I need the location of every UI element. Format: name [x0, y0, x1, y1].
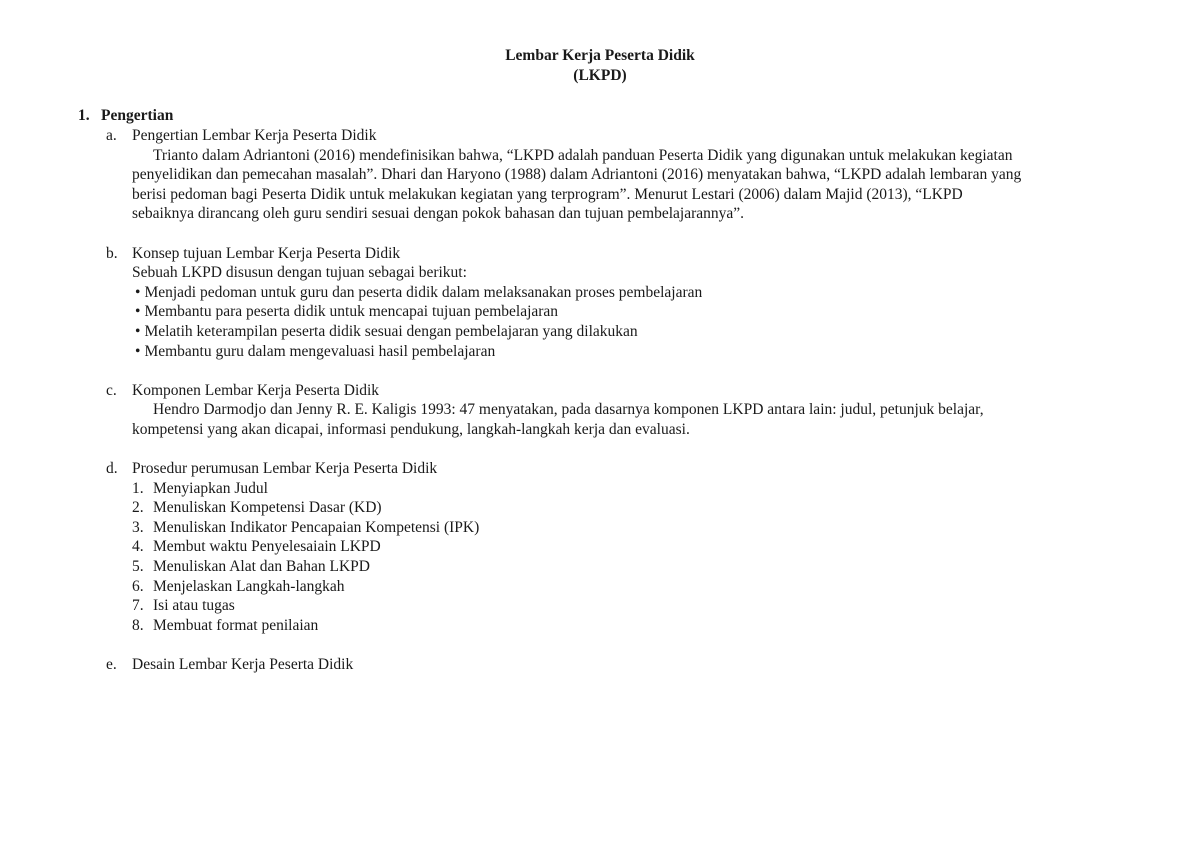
item-letter: a. [106, 127, 117, 144]
section-number: 1. [78, 107, 90, 124]
list-item [132, 596, 1122, 616]
step-number: 1. [132, 479, 144, 497]
item-title: Komponen Lembar Kerja Peserta Didik [132, 381, 380, 399]
list-item [132, 498, 1122, 518]
step-number: 3. [132, 518, 144, 536]
paragraph-line: Hendro Darmodjo dan Jenny R. E. Kaligis 1993: 47 menyatakan, pada dasarnya komponen LKPD antara lain: judul, petunjuk belajar, [153, 401, 984, 419]
paragraph-line: Trianto dalam Adriantoni (2016) mendefinisikan bahwa, “LKPD adalah panduan Peserta Didik yang digunakan untuk melakukan kegiatan [153, 146, 1013, 164]
item-title: Konsep tujuan Lembar Kerja Peserta Didik [132, 244, 401, 262]
step-number: 8. [132, 616, 144, 634]
item-paragraph [132, 146, 1122, 224]
step-text: Membut waktu Penyelesaiain LKPD [153, 538, 381, 556]
item-letter: b. [106, 244, 118, 262]
step-text: Menyiapkan Judul [153, 479, 268, 497]
step-text: Menuliskan Indikator Pencapaian Kompetensi (IPK) [153, 518, 480, 536]
title-line-2: (LKPD) [573, 67, 627, 84]
paragraph-line: sebaiknya dirancang oleh guru sendiri sesuai dengan pokok bahasan dan tujuan pembelajarannya”. [132, 205, 745, 223]
numbered-list [132, 479, 1122, 636]
item-title: Pengertian Lembar Kerja Peserta Didik [132, 127, 377, 144]
item-paragraph [132, 400, 1122, 439]
step-number: 4. [132, 538, 144, 556]
list-item [132, 557, 1122, 577]
item-title: Prosedur perumusan Lembar Kerja Peserta Didik [132, 460, 438, 478]
bullet-text: Melatih keterampilan peserta didik sesuai dengan pembelajaran yang dilakukan [144, 322, 638, 340]
document-body [0, 106, 1200, 675]
list-item [132, 537, 1122, 557]
list-item [132, 342, 1122, 362]
bullet-icon: • [135, 303, 141, 321]
item-a [0, 126, 1122, 224]
item-letter: d. [106, 460, 118, 478]
list-item [132, 283, 1122, 303]
bullet-list [132, 283, 1122, 361]
paragraph-line: berisi pedoman bagi Peserta Didik untuk melakukan kegiatan yang terprogram”. Menurut Lestari (2006) dalam Majid (2013), “LKPD [132, 185, 963, 203]
paragraph-line: penyelidikan dan pemecahan masalah”. Dhari dan Haryono (1988) dalam Adriantoni (2016) menyatakan bahwa, “LKPD adalah lembaran yang [132, 166, 1022, 184]
list-item [132, 479, 1122, 499]
list-item [132, 577, 1122, 597]
bullet-text: Membantu para peserta didik untuk mencapai tujuan pembelajaran [144, 303, 559, 321]
step-text: Menjelaskan Langkah-langkah [153, 577, 345, 595]
title-line-1: Lembar Kerja Peserta Didik [505, 47, 695, 64]
item-intro: Sebuah LKPD disusun dengan tujuan sebagai berikut: [132, 264, 467, 282]
step-text: Menuliskan Kompetensi Dasar (KD) [153, 499, 382, 517]
section-heading [0, 106, 1200, 126]
step-number: 7. [132, 597, 144, 615]
bullet-text: Membantu guru dalam mengevaluasi hasil pembelajaran [144, 342, 496, 360]
bullet-icon: • [135, 283, 141, 301]
item-b [0, 244, 1122, 362]
bullet-icon: • [135, 342, 141, 360]
item-d [0, 459, 1122, 635]
section-title: Pengertian [101, 107, 174, 124]
list-item [132, 616, 1122, 636]
bullet-text: Menjadi pedoman untuk guru dan peserta didik dalam melaksanakan proses pembelajaran [144, 283, 703, 301]
step-number: 5. [132, 558, 144, 576]
step-text: Menuliskan Alat dan Bahan LKPD [153, 558, 370, 576]
list-item [132, 322, 1122, 342]
list-item [132, 302, 1122, 322]
item-c [0, 381, 1122, 440]
item-e [0, 655, 1122, 675]
paragraph-line: kompetensi yang akan dicapai, informasi pendukung, langkah-langkah kerja dan evaluasi. [132, 420, 690, 438]
item-title: Desain Lembar Kerja Peserta Didik [132, 656, 354, 674]
step-text: Membuat format penilaian [153, 616, 319, 634]
document-title [0, 46, 1200, 86]
bullet-icon: • [135, 322, 141, 340]
step-text: Isi atau tugas [153, 597, 235, 615]
step-number: 6. [132, 577, 144, 595]
step-number: 2. [132, 499, 144, 517]
list-item [132, 518, 1122, 538]
item-letter: c. [106, 381, 117, 399]
item-letter: e. [106, 656, 117, 674]
